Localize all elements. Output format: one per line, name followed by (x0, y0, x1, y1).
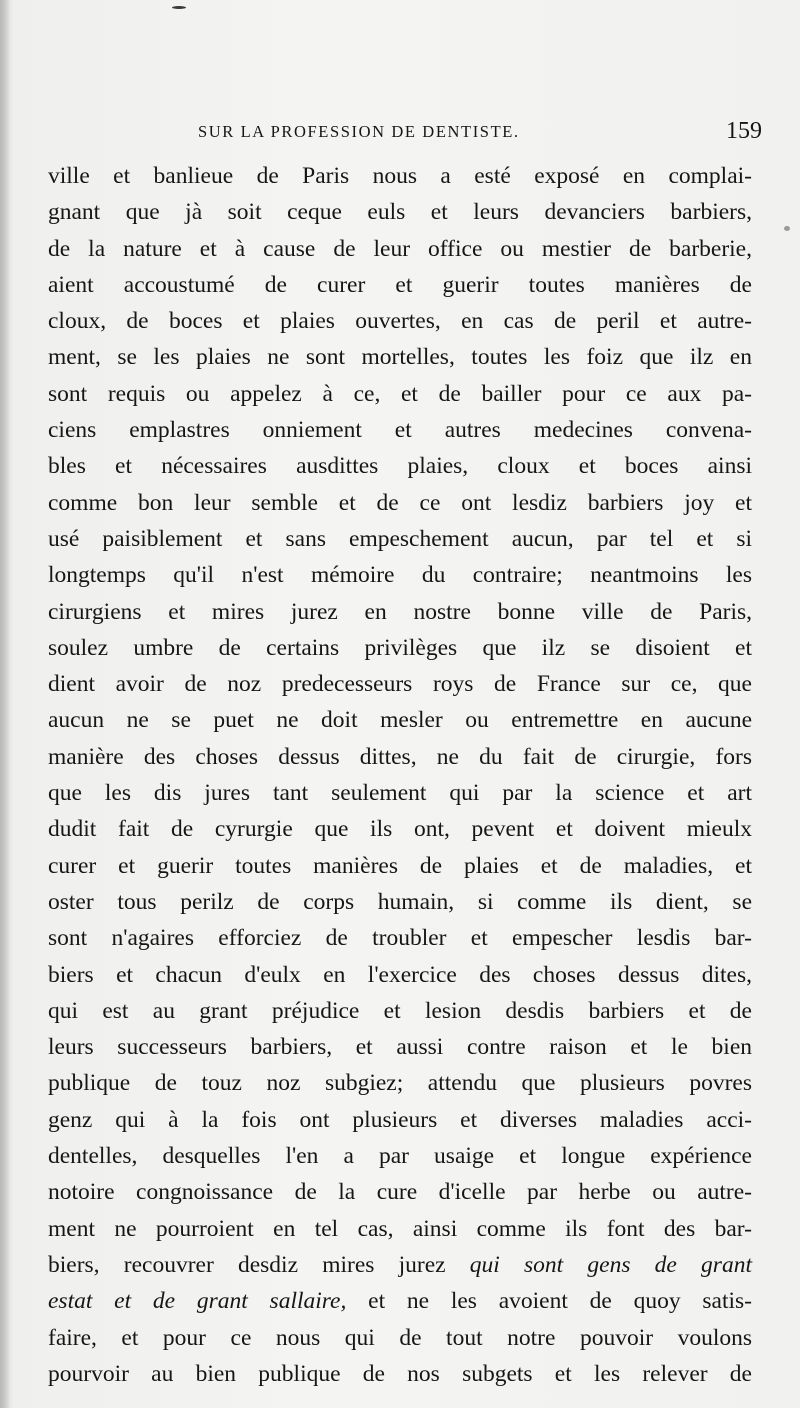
text-line: qui est au grant préjudice et lesion desdis barbiers et de (48, 997, 752, 1024)
text-line: pourvoir au bien publique de nos subgets et les relever de (48, 1360, 752, 1387)
text-line: dudit fait de cyrurgie que ils ont, pevent et doivent mieulx (48, 816, 752, 843)
text-line: usé paisiblement et sans empeschement aucun, par tel et si (48, 525, 752, 552)
text-line: ciens emplastres onniement et autres medecines convena- (48, 417, 752, 444)
text-line: faire, et pour ce nous qui de tout notre pouvoir voulons (48, 1324, 752, 1351)
text-line: ment, se les plaies ne sont mortelles, toutes les foiz que ilz en (48, 344, 752, 371)
text-line: ment ne pourroient en tel cas, ainsi comme ils font des bar- (48, 1215, 752, 1242)
text-line: longtemps qu'il n'est mémoire du contraire; neantmoins les (48, 562, 752, 589)
ink-speck (172, 6, 186, 9)
text-line: gnant que jà soit ceque euls et leurs devanciers barbiers, (48, 199, 752, 226)
text-line: sont requis ou appelez à ce, et de bailler pour ce aux pa- (48, 380, 752, 407)
text-line: notoire congnoissance de la cure d'icelle par herbe ou autre- (48, 1179, 752, 1206)
italic-text-run: qui sont gens de grant (469, 1251, 752, 1278)
text-line: leurs successeurs barbiers, et aussi contre raison et le bien (48, 1034, 752, 1061)
text-line: publique de touz noz subgiez; attendu que plusieurs povres (48, 1070, 752, 1097)
text-line: ville et banlieue de Paris nous a esté exposé en complai- (48, 163, 752, 189)
text-run: biers, recouvrer desdiz mires jurez (48, 1251, 470, 1278)
ink-speck (784, 226, 790, 231)
text-line: que les dis jures tant seulement qui par la science et art (48, 780, 752, 807)
text-line: sont n'agaires efforciez de troubler et empescher lesdis bar- (48, 925, 752, 952)
italic-text-run: estat et de grant sallaire, (48, 1288, 347, 1315)
text-line (48, 1283, 752, 1319)
text-line: manière des choses dessus dittes, ne du fait de cirurgie, fors (48, 743, 752, 770)
text-line: cirurgiens et mires jurez en nostre bonne ville de Paris, (48, 598, 752, 625)
running-head (48, 118, 768, 148)
text-line: dient avoir de noz predecesseurs roys de France sur ce, que (48, 671, 752, 698)
text-line (48, 1247, 752, 1283)
text-line: biers et chacun d'eulx en l'exercice des choses dessus dites, (48, 961, 752, 988)
text-line: curer et guerir toutes manières de plaies et de maladies, et (48, 852, 752, 879)
text-line: cloux, de boces et plaies ouvertes, en cas de peril et autre- (48, 308, 752, 335)
running-title: SUR LA PROFESSION DE DENTISTE. (198, 122, 520, 141)
text-line: bles et nécessaires ausdittes plaies, cloux et boces ainsi (48, 453, 752, 480)
text-line: dentelles, desquelles l'en a par usaige et longue expérience (48, 1143, 752, 1170)
text-line: de la nature et à cause de leur office ou mestier de barberie, (48, 235, 752, 262)
page-number: 159 (726, 118, 762, 144)
text-line: comme bon leur semble et de ce ont lesdiz barbiers joy et (48, 489, 752, 516)
text-line: oster tous perilz de corps humain, si comme ils dient, se (48, 888, 752, 915)
page-gutter-shadow (0, 0, 10, 1408)
text-line: aient accoustumé de curer et guerir toutes manières de (48, 271, 752, 298)
text-line: soulez umbre de certains privilèges que ilz se disoient et (48, 634, 752, 661)
text-line: aucun ne se puet ne doit mesler ou entremettre en aucune (48, 707, 752, 734)
text-line: genz qui à la fois ont plusieurs et diverses maladies acci- (48, 1106, 752, 1133)
body-text (48, 158, 752, 1392)
text-run: et ne les avoient de quoy satis- (346, 1288, 753, 1315)
